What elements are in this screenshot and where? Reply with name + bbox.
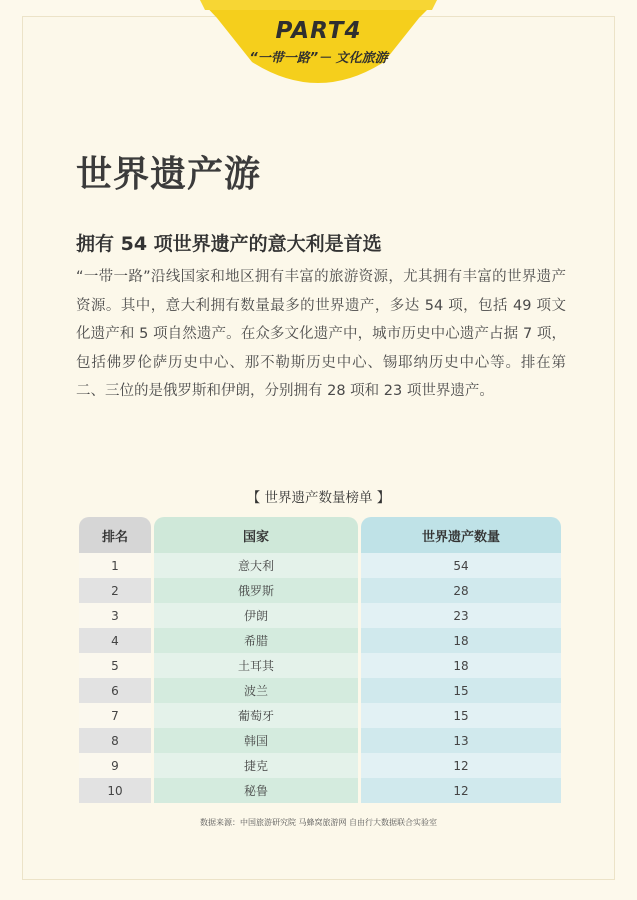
cell-country: 意大利 bbox=[154, 553, 358, 578]
body-paragraph: “一带一路”沿线国家和地区拥有丰富的旅游资源，尤其拥有丰富的世界遗产资源。其中，意大利拥有数量最多的世界遗产，多达 54 项，包括 49 项文化遗产和 5 项自然遗产。在众多文化遗产中，城市历史中心遗产占据 7 项，包括佛罗伦萨历史中心、那不勒斯历史中心、锡耶纳历史中心等。排在第二、三位的是俄罗斯和伊朗，分别拥有 28 项和 23 项世界遗产。 bbox=[76, 269, 566, 399]
cell-rank: 4 bbox=[79, 628, 151, 653]
heritage-ranking-table bbox=[76, 517, 564, 803]
cell-count: 15 bbox=[361, 703, 561, 728]
table-caption: 【 世界遗产数量榜单 】 bbox=[246, 490, 391, 506]
cell-count: 12 bbox=[361, 753, 561, 778]
cell-count: 12 bbox=[361, 778, 561, 803]
cell-count: 18 bbox=[361, 628, 561, 653]
headline: 拥有 54 项世界遗产的意大利是首选 bbox=[76, 233, 382, 255]
table-row bbox=[79, 553, 561, 578]
cell-country: 秘鲁 bbox=[154, 778, 358, 803]
cell-count: 18 bbox=[361, 653, 561, 678]
table-row bbox=[79, 703, 561, 728]
cell-country: 葡萄牙 bbox=[154, 703, 358, 728]
table-header-row bbox=[79, 517, 561, 553]
header-rank: 排名 bbox=[79, 517, 151, 553]
part-subtitle: “一带一路”－ 文化旅游 bbox=[249, 51, 388, 66]
cell-country: 俄罗斯 bbox=[154, 578, 358, 603]
cell-rank: 10 bbox=[79, 778, 151, 803]
cell-country: 伊朗 bbox=[154, 603, 358, 628]
cell-country: 波兰 bbox=[154, 678, 358, 703]
table-row bbox=[79, 778, 561, 803]
cell-rank: 8 bbox=[79, 728, 151, 753]
cell-count: 15 bbox=[361, 678, 561, 703]
cell-rank: 1 bbox=[79, 553, 151, 578]
table-row bbox=[79, 603, 561, 628]
cell-rank: 6 bbox=[79, 678, 151, 703]
cell-count: 54 bbox=[361, 553, 561, 578]
cell-country: 韩国 bbox=[154, 728, 358, 753]
header-country: 国家 bbox=[154, 517, 358, 553]
table-row bbox=[79, 753, 561, 778]
cell-count: 13 bbox=[361, 728, 561, 753]
cell-country: 希腊 bbox=[154, 628, 358, 653]
table-row bbox=[79, 653, 561, 678]
table-row bbox=[79, 578, 561, 603]
table-row bbox=[79, 678, 561, 703]
table-row bbox=[79, 728, 561, 753]
cell-country: 捷克 bbox=[154, 753, 358, 778]
data-source: 数据来源：中国旅游研究院 马蜂窝旅游网 自由行大数据联合实验室 bbox=[199, 818, 438, 827]
cell-rank: 7 bbox=[79, 703, 151, 728]
part-label: PART4 bbox=[275, 18, 362, 44]
table-row bbox=[79, 628, 561, 653]
cell-rank: 9 bbox=[79, 753, 151, 778]
cell-rank: 2 bbox=[79, 578, 151, 603]
cell-count: 28 bbox=[361, 578, 561, 603]
cell-country: 土耳其 bbox=[154, 653, 358, 678]
section-title: 世界遗产游 bbox=[76, 153, 262, 195]
cell-rank: 5 bbox=[79, 653, 151, 678]
cell-rank: 3 bbox=[79, 603, 151, 628]
header-count: 世界遗产数量 bbox=[361, 517, 561, 553]
cell-count: 23 bbox=[361, 603, 561, 628]
